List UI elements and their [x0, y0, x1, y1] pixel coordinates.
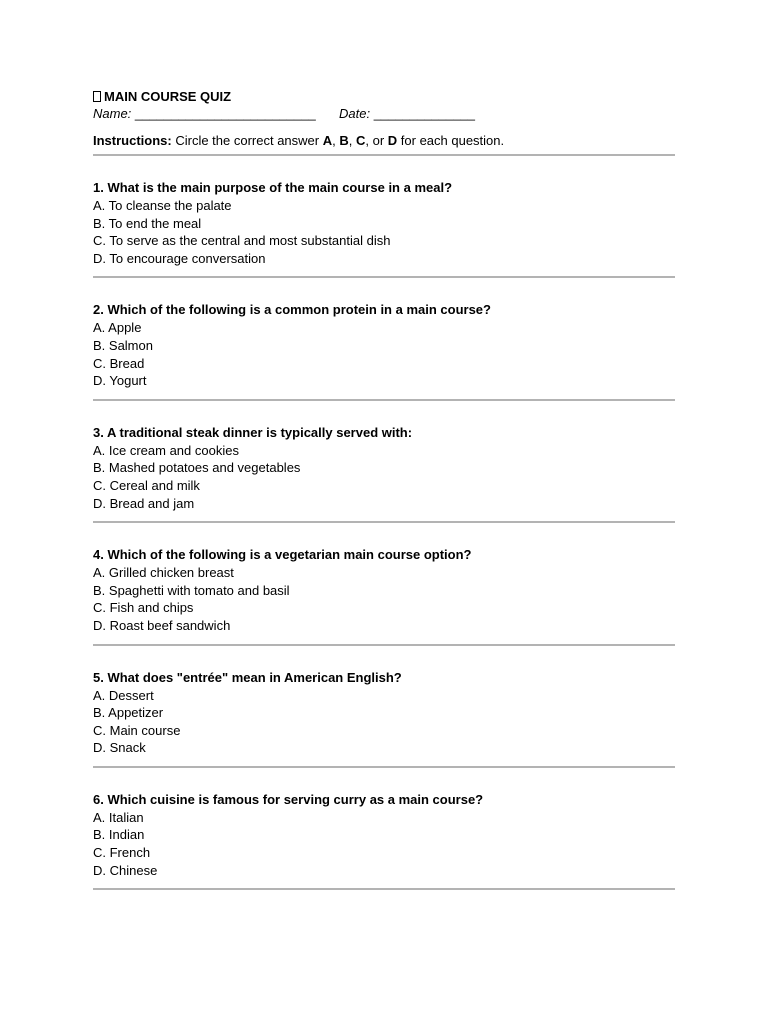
- question-text: 1. What is the main purpose of the main course in a meal?: [93, 180, 453, 195]
- answer-option-b[interactable]: B. Indian: [93, 827, 145, 843]
- instructions-letter-b: B: [339, 133, 349, 148]
- answer-option-d[interactable]: D. Roast beef sandwich: [93, 617, 231, 633]
- name-blank[interactable]: _________________________: [134, 106, 316, 121]
- answer-option-d[interactable]: D. Chinese: [93, 862, 158, 878]
- answer-option-b[interactable]: B. Mashed potatoes and vegetables: [93, 460, 301, 476]
- answer-option-a[interactable]: A. Apple: [93, 320, 142, 336]
- question-text: 5. What does "entrée" mean in American English?: [93, 669, 402, 685]
- question-3: [93, 401, 675, 521]
- instructions-letter-c: C: [355, 133, 366, 148]
- date-label: Date:: [339, 106, 371, 121]
- answer-option-a[interactable]: A. Ice cream and cookies: [93, 442, 239, 458]
- answer-option-b[interactable]: B. To end the meal: [93, 215, 202, 231]
- question-text: 3. A traditional steak dinner is typically served with:: [93, 424, 413, 440]
- answer-option-d[interactable]: D. Bread and jam: [93, 495, 195, 511]
- answer-option-c[interactable]: C. French: [93, 845, 151, 861]
- question-5: [93, 646, 675, 766]
- instructions: [93, 132, 675, 150]
- instructions-letter-a: A: [322, 133, 333, 148]
- name-label: Name:: [93, 106, 132, 121]
- divider: [93, 888, 675, 890]
- answer-option-c[interactable]: C. Fish and chips: [93, 600, 194, 616]
- quiz-document: [93, 88, 675, 890]
- answer-option-c[interactable]: C. To serve as the central and most substantial dish: [93, 233, 391, 249]
- quiz-title-text: MAIN COURSE QUIZ: [104, 89, 232, 104]
- question-6: [93, 768, 675, 888]
- instructions-text-before: Circle the correct answer: [171, 133, 323, 148]
- instructions-label: Instructions:: [93, 133, 172, 148]
- answer-option-a[interactable]: A. To cleanse the palate: [93, 198, 232, 213]
- question-2: [93, 278, 675, 398]
- answer-option-c[interactable]: C. Bread: [93, 355, 145, 371]
- instructions-sep-3: , or: [365, 133, 388, 148]
- answer-option-d[interactable]: D. To encourage conversation: [93, 250, 266, 266]
- instructions-sep-1: ,: [332, 133, 340, 148]
- square-icon: [93, 91, 101, 102]
- answer-option-d[interactable]: D. Yogurt: [93, 373, 147, 389]
- instructions-text-after: for each question.: [397, 133, 505, 148]
- question-text: 6. Which cuisine is famous for serving curry as a main course?: [93, 791, 484, 807]
- quiz-title: [93, 88, 675, 105]
- question-4: [93, 523, 675, 643]
- answer-option-a[interactable]: A. Grilled chicken breast: [93, 565, 234, 581]
- answer-option-a[interactable]: A. Italian: [93, 809, 144, 825]
- answer-option-a[interactable]: A. Dessert: [93, 687, 154, 703]
- question-text: 4. Which of the following is a vegetarian main course option?: [93, 547, 472, 563]
- answer-option-b[interactable]: B. Appetizer: [93, 705, 164, 721]
- answer-option-d[interactable]: D. Snack: [93, 740, 146, 756]
- question-1: [93, 156, 675, 276]
- date-blank[interactable]: ______________: [373, 106, 475, 121]
- question-text: 2. Which of the following is a common protein in a main course?: [93, 302, 491, 318]
- date-block: [339, 105, 475, 123]
- answer-option-c[interactable]: C. Cereal and milk: [93, 477, 200, 493]
- answer-option-b[interactable]: B. Salmon: [93, 337, 153, 353]
- answer-option-c[interactable]: C. Main course: [93, 722, 181, 738]
- answer-option-b[interactable]: B. Spaghetti with tomato and basil: [93, 582, 290, 598]
- instructions-letter-d: D: [387, 133, 398, 148]
- instructions-sep-2: ,: [348, 133, 356, 148]
- name-date-line: [93, 105, 675, 123]
